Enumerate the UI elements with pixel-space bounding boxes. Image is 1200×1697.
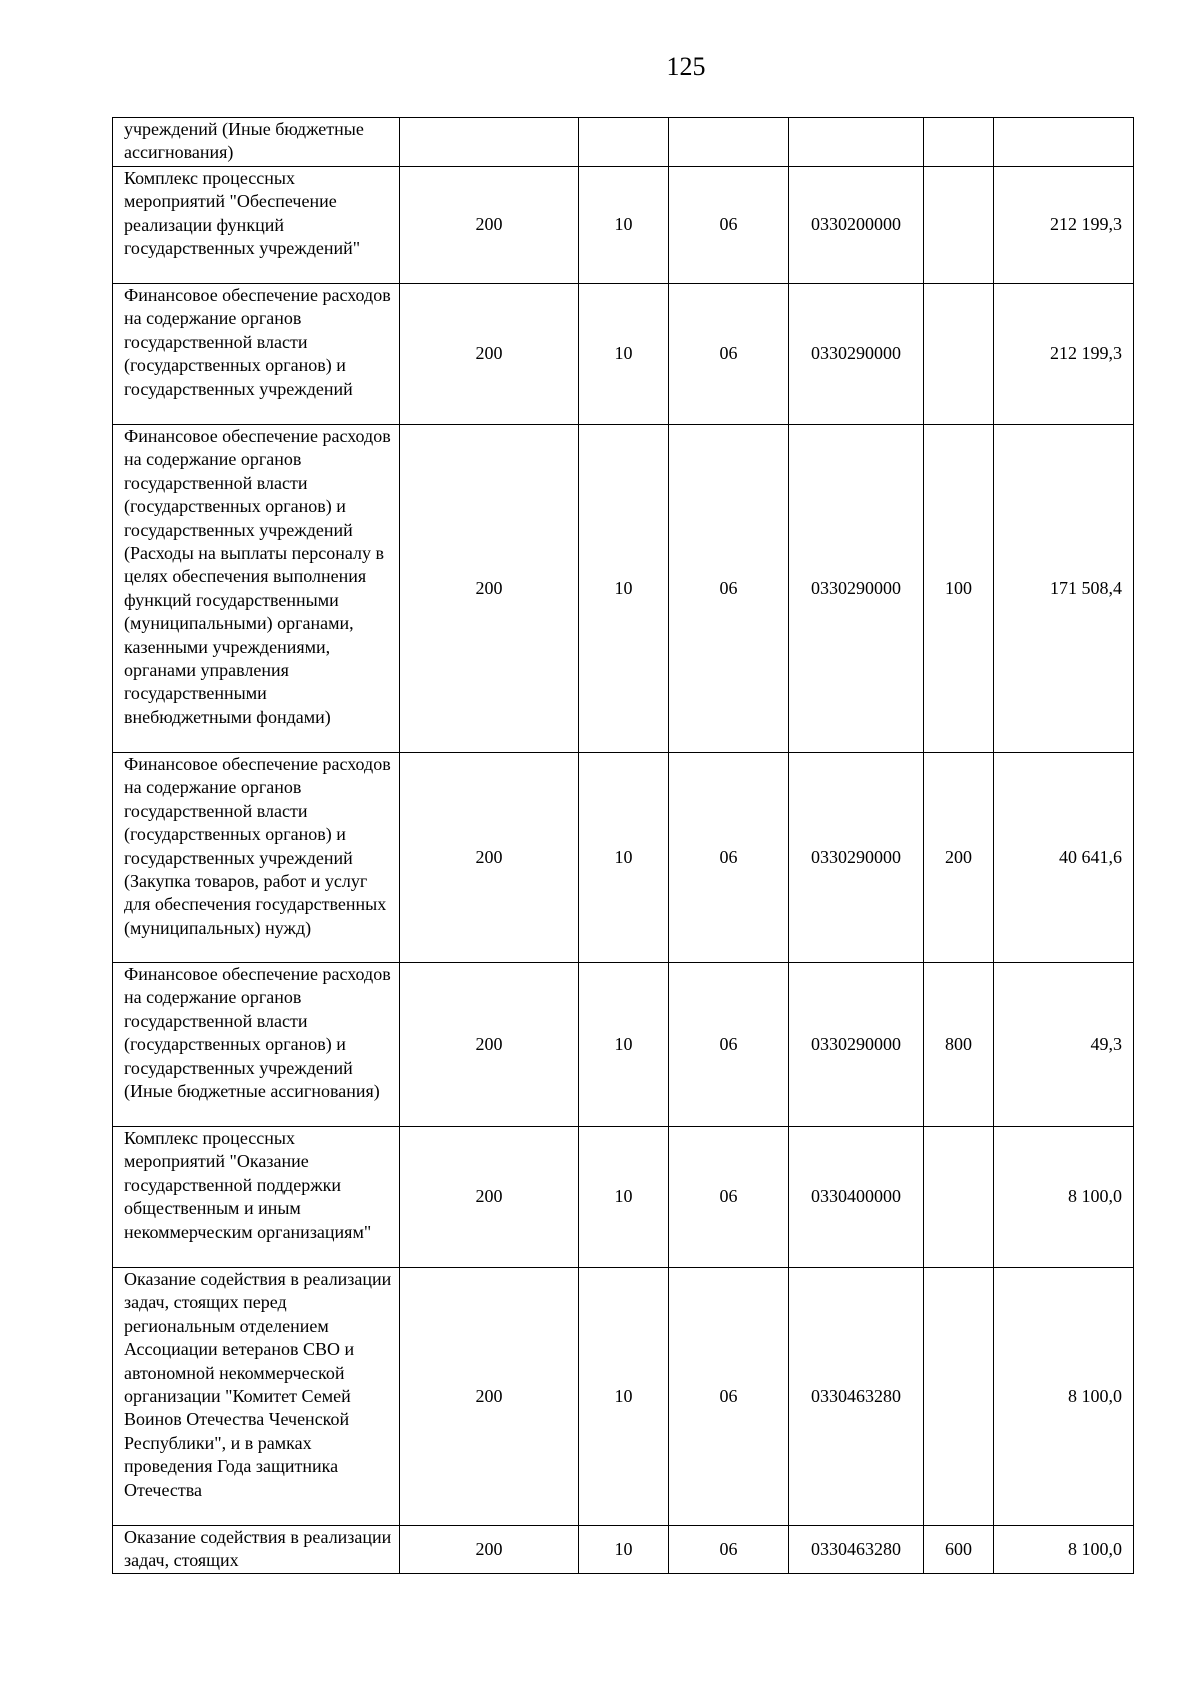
section-code: 10 [579, 1526, 669, 1574]
expense-type-code: 800 [924, 963, 994, 1127]
amount: 212 199,3 [994, 167, 1134, 284]
expense-type-code [924, 1127, 994, 1268]
amount: 49,3 [994, 963, 1134, 1127]
subsection-code: 06 [669, 963, 789, 1127]
section-code: 10 [579, 963, 669, 1127]
target-code: 0330290000 [789, 284, 924, 425]
ministry-code: 200 [400, 284, 579, 425]
ministry-code: 200 [400, 167, 579, 284]
expense-type-code [924, 118, 994, 167]
ministry-code: 200 [400, 753, 579, 963]
row-name: учреждений (Иные бюджетные ассигнования) [113, 118, 400, 167]
row-name: Оказание содействия в реализации задач, стоящих перед региональным отделением Ассоциации ветеранов СВО и автономной некоммерческой организации "Комитет Семей Воинов Отечества Чеченской Республики", и в рамках проведения Года защитника Отечества [113, 1268, 400, 1526]
target-code: 0330463280 [789, 1526, 924, 1574]
target-code: 0330290000 [789, 963, 924, 1127]
table-row [113, 118, 1134, 167]
table-row [113, 1268, 1134, 1526]
section-code: 10 [579, 1127, 669, 1268]
subsection-code: 06 [669, 753, 789, 963]
page-number: 125 [666, 52, 706, 81]
amount [994, 118, 1134, 167]
amount: 8 100,0 [994, 1127, 1134, 1268]
subsection-code: 06 [669, 167, 789, 284]
table-row [113, 284, 1134, 425]
ministry-code: 200 [400, 963, 579, 1127]
target-code [789, 118, 924, 167]
target-code: 0330463280 [789, 1268, 924, 1526]
amount: 8 100,0 [994, 1268, 1134, 1526]
ministry-code: 200 [400, 1127, 579, 1268]
table-row [113, 1526, 1134, 1574]
target-code: 0330290000 [789, 425, 924, 753]
expense-type-code [924, 284, 994, 425]
subsection-code [669, 118, 789, 167]
expense-type-code [924, 167, 994, 284]
ministry-code: 200 [400, 425, 579, 753]
row-name: Финансовое обеспечение расходов на содержание органов государственной власти (государственных органов) и государственных учреждений (Закупка товаров, работ и услуг для обеспечения государственных (муниципальных) нужд) [113, 753, 400, 963]
row-name: Финансовое обеспечение расходов на содержание органов государственной власти (государственных органов) и государственных учреждений [113, 284, 400, 425]
expense-type-code: 600 [924, 1526, 994, 1574]
table-row [113, 753, 1134, 963]
row-name: Комплекс процессных мероприятий "Обеспечение реализации функций государственных учреждений" [113, 167, 400, 284]
table-row [113, 963, 1134, 1127]
subsection-code: 06 [669, 284, 789, 425]
section-code: 10 [579, 1268, 669, 1526]
row-name: Комплекс процессных мероприятий "Оказание государственной поддержки общественным и иным некоммерческим организациям" [113, 1127, 400, 1268]
target-code: 0330290000 [789, 753, 924, 963]
section-code: 10 [579, 753, 669, 963]
subsection-code: 06 [669, 1127, 789, 1268]
amount: 40 641,6 [994, 753, 1134, 963]
row-name: Финансовое обеспечение расходов на содержание органов государственной власти (государственных органов) и государственных учреждений (Иные бюджетные ассигнования) [113, 963, 400, 1127]
amount: 8 100,0 [994, 1526, 1134, 1574]
ministry-code: 200 [400, 1526, 579, 1574]
subsection-code: 06 [669, 1268, 789, 1526]
table-row [113, 167, 1134, 284]
ministry-code [400, 118, 579, 167]
subsection-code: 06 [669, 1526, 789, 1574]
ministry-code: 200 [400, 1268, 579, 1526]
section-code: 10 [579, 167, 669, 284]
amount: 171 508,4 [994, 425, 1134, 753]
section-code: 10 [579, 284, 669, 425]
budget-table [112, 117, 1134, 1574]
section-code: 10 [579, 425, 669, 753]
row-name: Оказание содействия в реализации задач, стоящих [113, 1526, 400, 1574]
target-code: 0330200000 [789, 167, 924, 284]
expense-type-code: 100 [924, 425, 994, 753]
amount: 212 199,3 [994, 284, 1134, 425]
expense-type-code [924, 1268, 994, 1526]
row-name: Финансовое обеспечение расходов на содержание органов государственной власти (государственных органов) и государственных учреждений (Расходы на выплаты персоналу в целях обеспечения выполнения функций государственными (муниципальными) органами, казенными учреждениями, органами управления государственными внебюджетными фондами) [113, 425, 400, 753]
target-code: 0330400000 [789, 1127, 924, 1268]
expense-type-code: 200 [924, 753, 994, 963]
table-row [113, 425, 1134, 753]
subsection-code: 06 [669, 425, 789, 753]
section-code [579, 118, 669, 167]
table-row [113, 1127, 1134, 1268]
